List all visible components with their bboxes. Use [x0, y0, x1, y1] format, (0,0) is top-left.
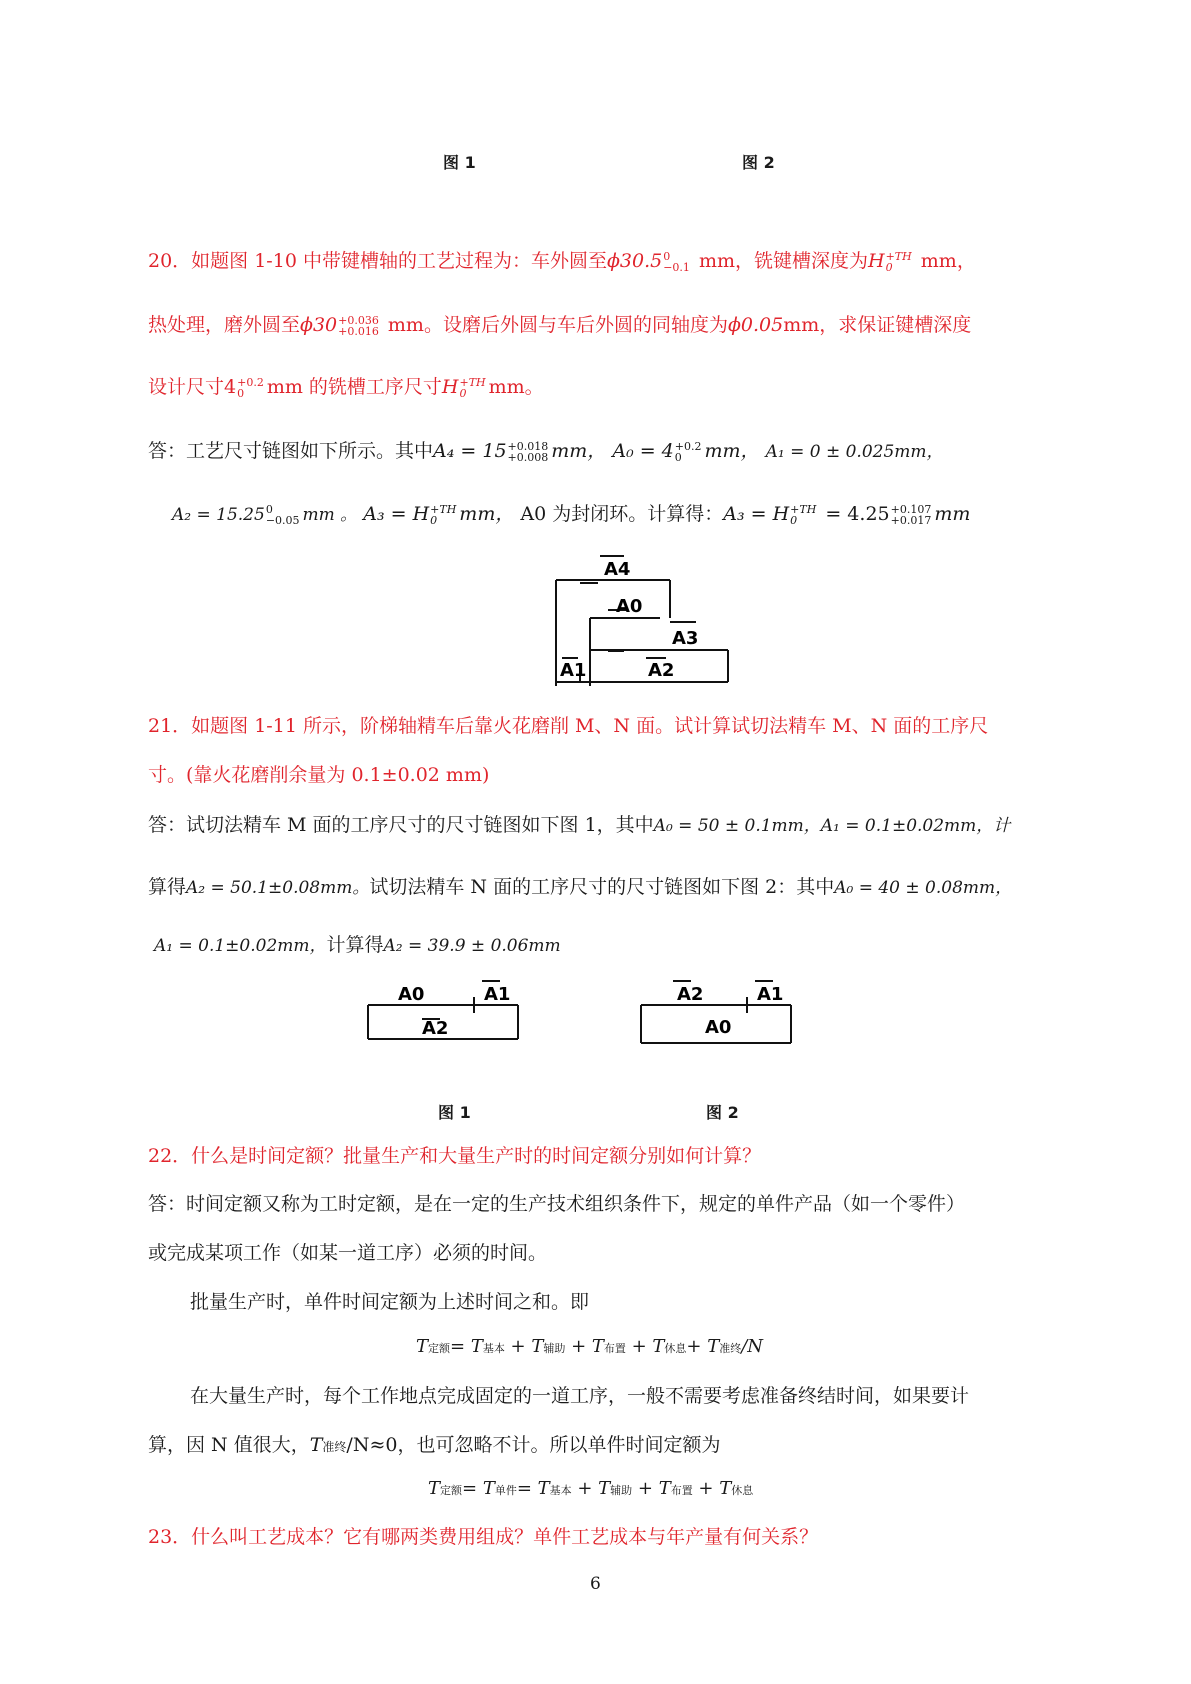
- q21-line-1: 21．如题图 1-11 所示，阶梯轴精车后靠火花磨削 M、N 面。试计算试切法精车 M、N 面的工序尺: [148, 715, 989, 737]
- a20-line-2: A₂ = 15.25 0 −0.05 mm 。 A₃ = H +TH 0 mm， A0 为封闭环。计算得：A₃ = H +TH 0 = 4.25 +0.107 +0.017 mm: [172, 503, 971, 527]
- mid-figure-caption-1: 图 1: [438, 1103, 471, 1122]
- a21-line-1: 答：试切法精车 M 面的工序尺寸的尺寸链图如下图 1，其中A₀ = 50 ± 0.1mm，A₁ = 0.1±0.02mm，计: [148, 814, 1011, 836]
- formula-mass-production: T定额= T单件= T基本 + T辅助 + T布置 + T休息: [428, 1478, 754, 1499]
- diagram2-left-label-a0: A0: [398, 984, 425, 1005]
- a22-line-3: 批量生产时，单件时间定额为上述时间之和。即: [190, 1291, 590, 1313]
- top-figure-caption-1: 图 1: [443, 153, 476, 172]
- q22-line-1: 22．什么是时间定额？批量生产和大量生产时的时间定额分别如何计算？: [148, 1145, 762, 1167]
- formula-batch-production: T定额= T基本 + T辅助 + T布置 + T休息+ T准终/N: [416, 1336, 764, 1357]
- diagram1-label-a3: A3: [672, 628, 699, 649]
- a22-line-4: 在大量生产时，每个工作地点完成固定的一道工序，一般不需要考虑准备终结时间，如果要计: [190, 1385, 970, 1407]
- a20-line-1: 答：工艺尺寸链图如下所示。其中A₄ = 15 +0.018 +0.008 mm， A₀ = 4 +0.2 0 mm， A₁ = 0 ± 0.025mm，: [148, 440, 944, 464]
- mid-figure-caption-2: 图 2: [706, 1103, 739, 1122]
- q23-line-1: 23．什么叫工艺成本？它有哪两类费用组成？单件工艺成本与年产量有何关系？: [148, 1526, 819, 1548]
- dimension-chain-diagram-2-left: [364, 975, 524, 1045]
- q20-line-3: 设计尺寸4 +0.2 0 mm 的铣槽工序尺寸H +TH 0 mm。: [148, 376, 544, 400]
- top-figure-caption-2: 图 2: [742, 153, 775, 172]
- diagram1-label-a2: A2: [648, 660, 675, 681]
- dimension-chain-diagram-1: [550, 548, 740, 688]
- diagram2-right-label-a0: A0: [705, 1017, 732, 1038]
- q21-line-2: 寸。(靠火花磨削余量为 0.1±0.02 mm): [148, 764, 490, 786]
- a21-line-2: 算得A₂ = 50.1±0.08mm。试切法精车 N 面的工序尺寸的尺寸链图如下图 2：其中A₀ = 40 ± 0.08mm，: [148, 876, 1013, 898]
- diagram1-label-a0: A0: [616, 596, 643, 617]
- a22-line-2: 或完成某项工作（如某一道工序）必须的时间。: [148, 1242, 548, 1264]
- a22-line-1: 答：时间定额又称为工时定额，是在一定的生产技术组织条件下，规定的单件产品（如一个零件）: [148, 1193, 966, 1215]
- diagram2-left-label-a1: A1: [484, 984, 511, 1005]
- q20-line-1: 20．如题图 1-10 中带键槽轴的工艺过程为：车外圆至ϕ30.5 0 −0.1 mm，铣键槽深度为H +TH 0 mm，: [148, 250, 976, 274]
- diagram2-right-label-a1: A1: [757, 984, 784, 1005]
- a21-line-3: A₁ = 0.1±0.02mm，计算得A₂ = 39.9 ± 0.06mm: [154, 934, 561, 956]
- dimension-chain-diagram-2-right: [637, 975, 797, 1050]
- a22-line-5: 算，因 N 值很大，T准终/N≈0，也可忽略不计。所以单件时间定额为: [148, 1434, 721, 1456]
- q20-line-2: 热处理，磨外圆至ϕ30 +0.036 +0.016 mm。设磨后外圆与车后外圆的同轴度为ϕ0.05mm，求保证键槽深度: [148, 314, 972, 338]
- diagram1-label-a4: A4: [604, 559, 631, 580]
- diagram2-left-label-a2: A2: [422, 1018, 449, 1039]
- diagram1-label-a1: A1: [560, 660, 587, 681]
- diagram2-right-label-a2: A2: [677, 984, 704, 1005]
- page-number: 6: [590, 1574, 601, 1594]
